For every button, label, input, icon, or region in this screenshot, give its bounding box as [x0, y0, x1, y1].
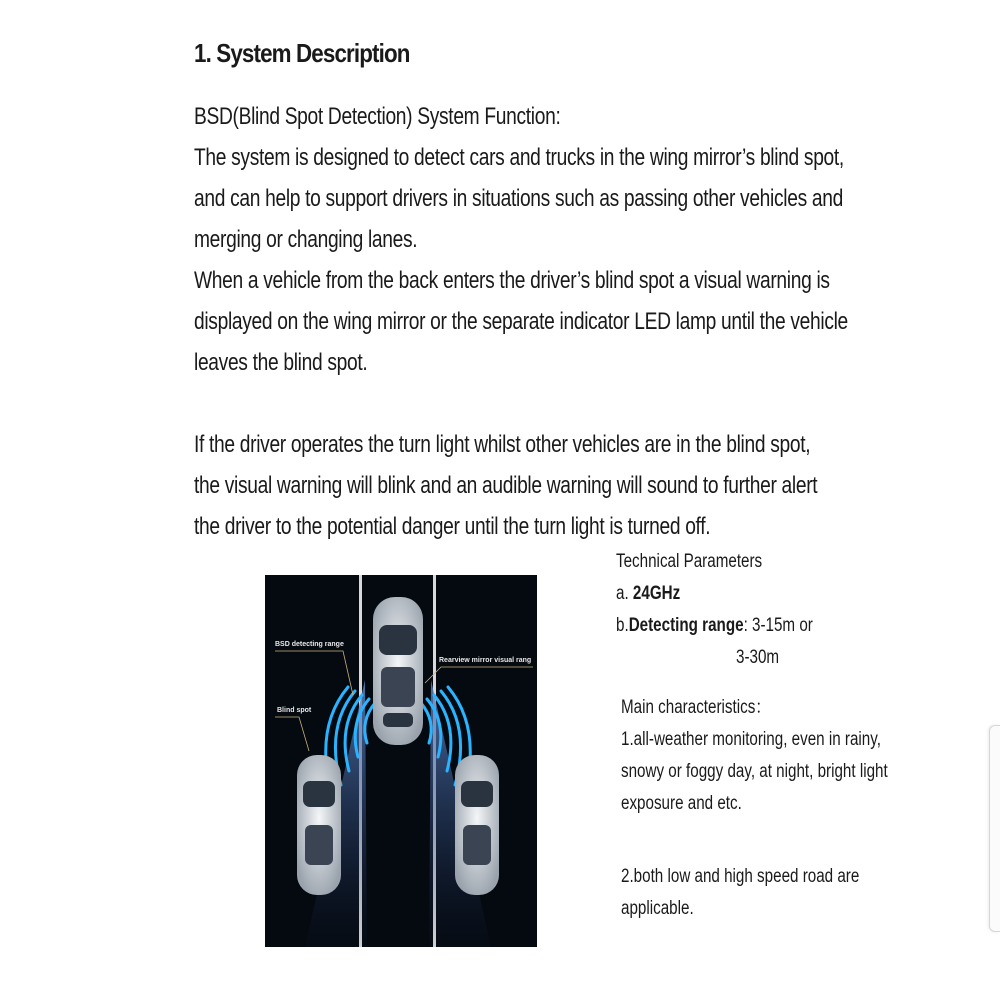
- paragraph-2-line: When a vehicle from the back enters the driver’s blind spot a visual warning is: [194, 267, 830, 294]
- param-b-prefix: b.: [616, 615, 629, 636]
- technical-parameters: [616, 546, 880, 674]
- paragraph-3-line: the visual warning will blink and an audible warning will sound to further alert: [194, 472, 818, 499]
- function-heading: BSD(Blind Spot Detection) System Function:: [194, 103, 561, 130]
- paragraph-2-line: displayed on the wing mirror or the separate indicator LED lamp until the vehicle: [194, 308, 848, 335]
- left-car: [297, 755, 341, 895]
- description-body: [194, 96, 848, 547]
- param-b-cont: [616, 642, 880, 674]
- rearview-leader: [425, 667, 533, 683]
- characteristic-1-line: snowy or foggy day, at night, bright light: [621, 761, 888, 782]
- bsd-diagram-image: [265, 575, 537, 947]
- bsd-range-leader: [275, 651, 353, 695]
- label-rearview: Rearview mirror visual rang: [439, 657, 532, 664]
- side-panel-tab[interactable]: [989, 725, 1000, 932]
- paragraph-spacer: [194, 383, 802, 424]
- paragraph-3-line: If the driver operates the turn light whilst other vehicles are in the blind spot,: [194, 431, 811, 458]
- technical-heading: Technical Parameters: [616, 551, 763, 572]
- bsd-diagram-svg: [265, 575, 537, 947]
- characteristic-2-line: 2.both low and high speed road are: [621, 866, 860, 887]
- paragraph-1-line: and can help to support drivers in situations such as passing other vehicles and: [194, 185, 843, 212]
- blind-spot-leader: [275, 717, 309, 751]
- main-characteristics: [621, 692, 888, 925]
- paragraph-2-line: leaves the blind spot.: [194, 349, 368, 376]
- param-b-value-1: : 3-15m or: [743, 615, 813, 636]
- param-b-value-2: 3-30m: [736, 647, 780, 668]
- characteristics-spacer: [621, 820, 885, 861]
- param-b: [616, 610, 880, 642]
- label-blind-spot: Blind spot: [277, 707, 312, 714]
- characteristic-1-line: 1.all-weather monitoring, even in rainy,: [621, 729, 881, 750]
- param-a-value: 24GHz: [632, 583, 681, 604]
- paragraph-3-line: the driver to the potential danger until the turn light is turned off.: [194, 513, 711, 540]
- characteristic-2-line: applicable.: [621, 898, 694, 919]
- param-b-label: Detecting range: [628, 615, 744, 636]
- characteristic-1-line: exposure and etc.: [621, 793, 742, 814]
- label-bsd-range: BSD detecting range: [275, 641, 344, 648]
- paragraph-1-line: merging or changing lanes.: [194, 226, 418, 253]
- param-a-prefix: a.: [616, 583, 629, 604]
- section-title: 1. System Description: [194, 38, 410, 68]
- host-car: [373, 597, 423, 745]
- param-a: [616, 578, 880, 610]
- characteristics-heading: Main characteristics：: [621, 697, 771, 718]
- paragraph-1-line: The system is designed to detect cars and trucks in the wing mirror’s blind spot,: [194, 144, 844, 171]
- right-car: [455, 755, 499, 895]
